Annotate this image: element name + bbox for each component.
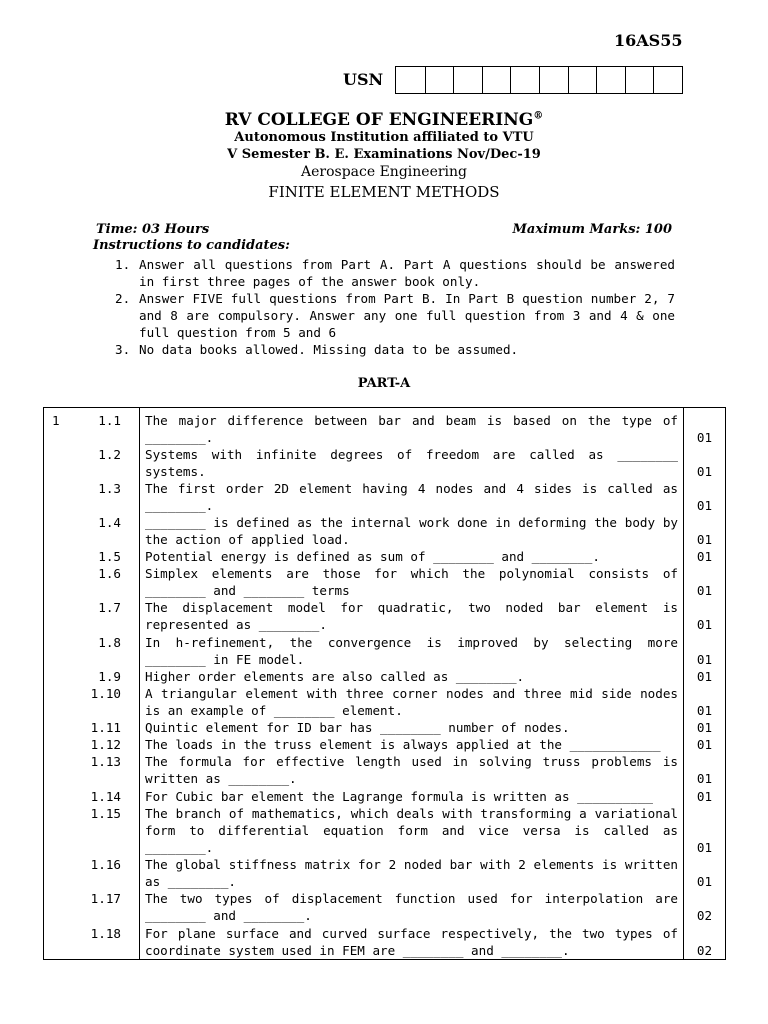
usn-boxes[interactable] bbox=[395, 66, 683, 94]
questions-table: 1 1.1 The major difference between bar and beam is based on the type of ________. 01 1.2 Systems with infinite degrees of freedom are called as ________ systems. 01 1.3 The first order 2D element having 4 nodes and 4 sides is called as ________. 01 1.4 ________ is defined as the internal work done in deforming the body by the action of applied load. 01 1.5 Potential energy is defined as sum of ________ and ________. 01 1.6 Simplex elements are those for which the polynomial consists of ________ and ________ terms 01 1.7 The displacement model for quadratic, two noded bar element is represented as ________. 01 1.8 In h-refinement, the convergence is improved by selecting more ________ in FE model. 01 1.9 Higher order elements are also called as ________. 01 1.10 A triangular element with three corner nodes and three mid side nodes is an example of ________ element. 01 1.11 Quintic element for ID bar has ________ number of nodes. 01 1.12 The loads in the truss element is always applied at the ____________ 01 1.13 The formula for effective length used in solving truss problems is written as ________. 01 1.14 For Cubic bar element the Lagrange formula is written as __________ 01 1.15 The branch of mathematics, which deals with transforming a variational form to differential equation form and vice versa is called as ________. 01 1.16 The global stiffness matrix for 2 noded bar with 2 elements is written as ________. 01 1.17 The two types of displacement function used for interpolation are ________ and ________. 02 1.18 For plane surface and curved surface respectively, the two types of coordinate system used in FEM are ________ and ________. 02 bbox=[43, 407, 726, 960]
instruction-item: 1. Answer all questions from Part A. Part A questions should be answered in first three pages of the answer book only. bbox=[115, 257, 675, 289]
time-duration: Time: 03 Hours bbox=[96, 222, 210, 237]
instructions-heading: Instructions to candidates: bbox=[93, 238, 290, 253]
instruction-item: 2. Answer FIVE full questions from Part B. In Part B question number 2, 7 and 8 are compulsory. Answer any one full question from 3 and 4 & one full question from 5 and 6 bbox=[115, 291, 675, 340]
max-marks: Maximum Marks: 100 bbox=[512, 222, 672, 237]
instructions-list bbox=[115, 256, 675, 358]
college-name: RV COLLEGE OF ENGINEERING® bbox=[224, 110, 544, 130]
usn-label: USN bbox=[343, 70, 384, 89]
subject-title: FINITE ELEMENT METHODS bbox=[268, 183, 500, 201]
affiliation: Autonomous Institution affiliated to VTU bbox=[234, 130, 534, 145]
question-number: 1 bbox=[52, 413, 60, 428]
part-title: PART-A bbox=[357, 376, 411, 391]
department: Aerospace Engineering bbox=[301, 164, 467, 180]
exam-title: V Semester B. E. Examinations Nov/Dec-19 bbox=[227, 147, 541, 162]
instruction-item: 3. No data books allowed. Missing data to be assumed. bbox=[115, 342, 519, 357]
paper-code: 16AS55 bbox=[614, 31, 683, 50]
table-divider bbox=[139, 408, 140, 959]
